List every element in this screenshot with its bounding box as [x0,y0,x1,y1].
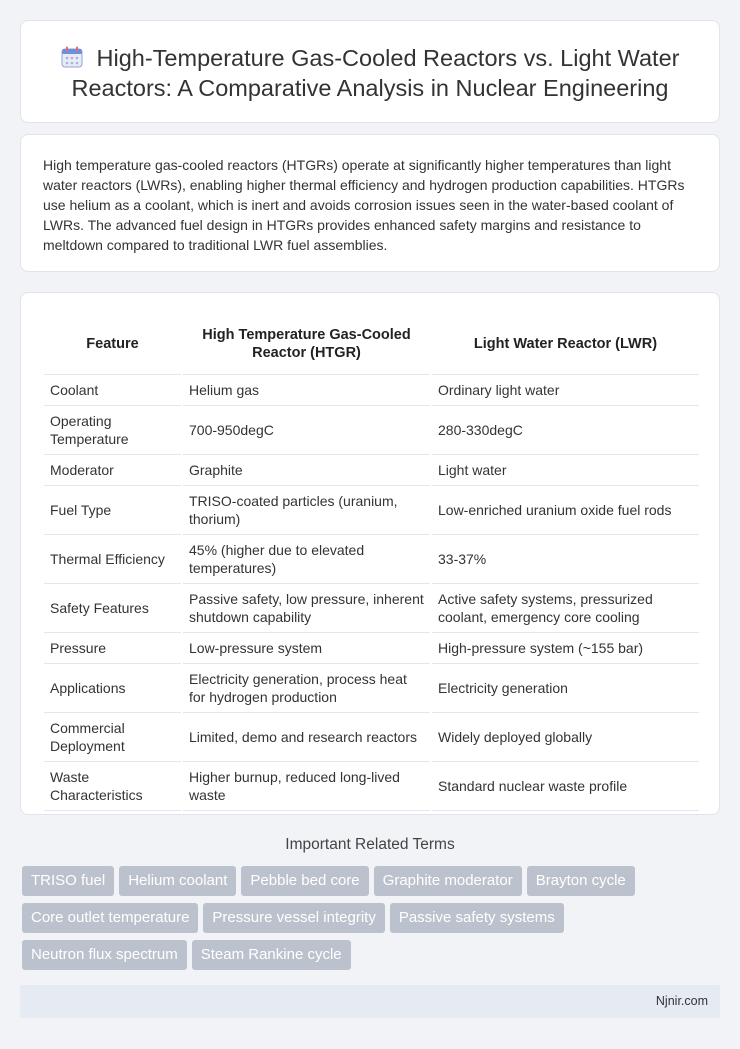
table-row [44,535,699,584]
tag-core-outlet-temperature[interactable]: Core outlet temperature [22,903,198,933]
footer-site-link[interactable]: Njnir.com [655,994,708,1008]
row-lwr: Widely deployed globally [432,713,699,762]
row-htgr: Low-pressure system [183,633,430,664]
row-htgr: Passive safety, low pressure, inherent shutdown capability [183,584,430,633]
table-row [44,375,699,406]
row-feature: Safety Features [44,584,181,633]
row-lwr: Active safety systems, pressurized coolant, emergency core cooling [432,584,699,633]
tag-pressure-vessel-integrity[interactable]: Pressure vessel integrity [203,903,384,933]
intro-paragraph: High temperature gas-cooled reactors (HTGRs) operate at significantly higher temperatures than light water reactors (LWRs), enabling higher thermal efficiency and hydrogen production capabilities. HTGRs use helium as a coolant, which is inert and avoids corrosion issues seen in the water-based coolant of LWRs. The advanced fuel design in HTGRs provides enhanced safety margins and resistance to meltdown compared to traditional LWR fuel assemblies. [43,157,685,253]
row-lwr: Standard nuclear waste profile [432,762,699,811]
tag-graphite-moderator[interactable]: Graphite moderator [374,866,522,896]
row-htgr: Graphite [183,455,430,486]
row-lwr: Light water [432,455,699,486]
table-row [44,406,699,455]
row-feature: Operating Temperature [44,406,181,455]
row-lwr: Electricity generation [432,664,699,713]
row-feature: Fuel Type [44,486,181,535]
row-htgr: Higher burnup, reduced long-lived waste [183,762,430,811]
table-row [44,455,699,486]
page-title [49,43,691,103]
table-row [44,486,699,535]
row-htgr: TRISO-coated particles (uranium, thorium) [183,486,430,535]
row-feature: Commercial Deployment [44,713,181,762]
row-lwr: Ordinary light water [432,375,699,406]
comparison-table [42,313,701,811]
table-row [44,713,699,762]
footer [20,985,720,1018]
tag-passive-safety-systems[interactable]: Passive safety systems [390,903,564,933]
table-row [44,664,699,713]
row-lwr: High-pressure system (~155 bar) [432,633,699,664]
related-terms-list [22,866,722,977]
row-htgr: Limited, demo and research reactors [183,713,430,762]
table-row [44,762,699,811]
row-feature: Coolant [44,375,181,406]
calendar-icon [61,46,83,68]
row-htgr: 700-950degC [183,406,430,455]
table-header-row [44,313,699,375]
row-lwr: Low-enriched uranium oxide fuel rods [432,486,699,535]
row-lwr: 280-330degC [432,406,699,455]
intro-card [20,134,720,272]
row-feature: Thermal Efficiency [44,535,181,584]
tag-helium-coolant[interactable]: Helium coolant [119,866,236,896]
row-feature: Pressure [44,633,181,664]
row-feature: Applications [44,664,181,713]
header-feature: Feature [44,313,181,375]
row-feature: Moderator [44,455,181,486]
row-htgr: Helium gas [183,375,430,406]
tag-pebble-bed-core[interactable]: Pebble bed core [241,866,368,896]
header-lwr: Light Water Reactor (LWR) [432,313,699,375]
table-row [44,633,699,664]
comparison-table-card [20,292,720,815]
row-lwr: 33-37% [432,535,699,584]
page-title-text: High-Temperature Gas-Cooled Reactors vs. Light Water Reactors: A Comparative Analysis in Nuclear Engineering [71,45,680,101]
tag-triso-fuel[interactable]: TRISO fuel [22,866,114,896]
header-htgr: High Temperature Gas-Cooled Reactor (HTGR) [183,313,430,375]
tag-brayton-cycle[interactable]: Brayton cycle [527,866,635,896]
title-card [20,20,720,123]
row-feature: Waste Characteristics [44,762,181,811]
row-htgr: Electricity generation, process heat for hydrogen production [183,664,430,713]
table-row [44,584,699,633]
related-terms-heading: Important Related Terms [285,836,455,853]
row-htgr: 45% (higher due to elevated temperatures) [183,535,430,584]
tag-steam-rankine-cycle[interactable]: Steam Rankine cycle [192,940,351,970]
tag-neutron-flux-spectrum[interactable]: Neutron flux spectrum [22,940,187,970]
